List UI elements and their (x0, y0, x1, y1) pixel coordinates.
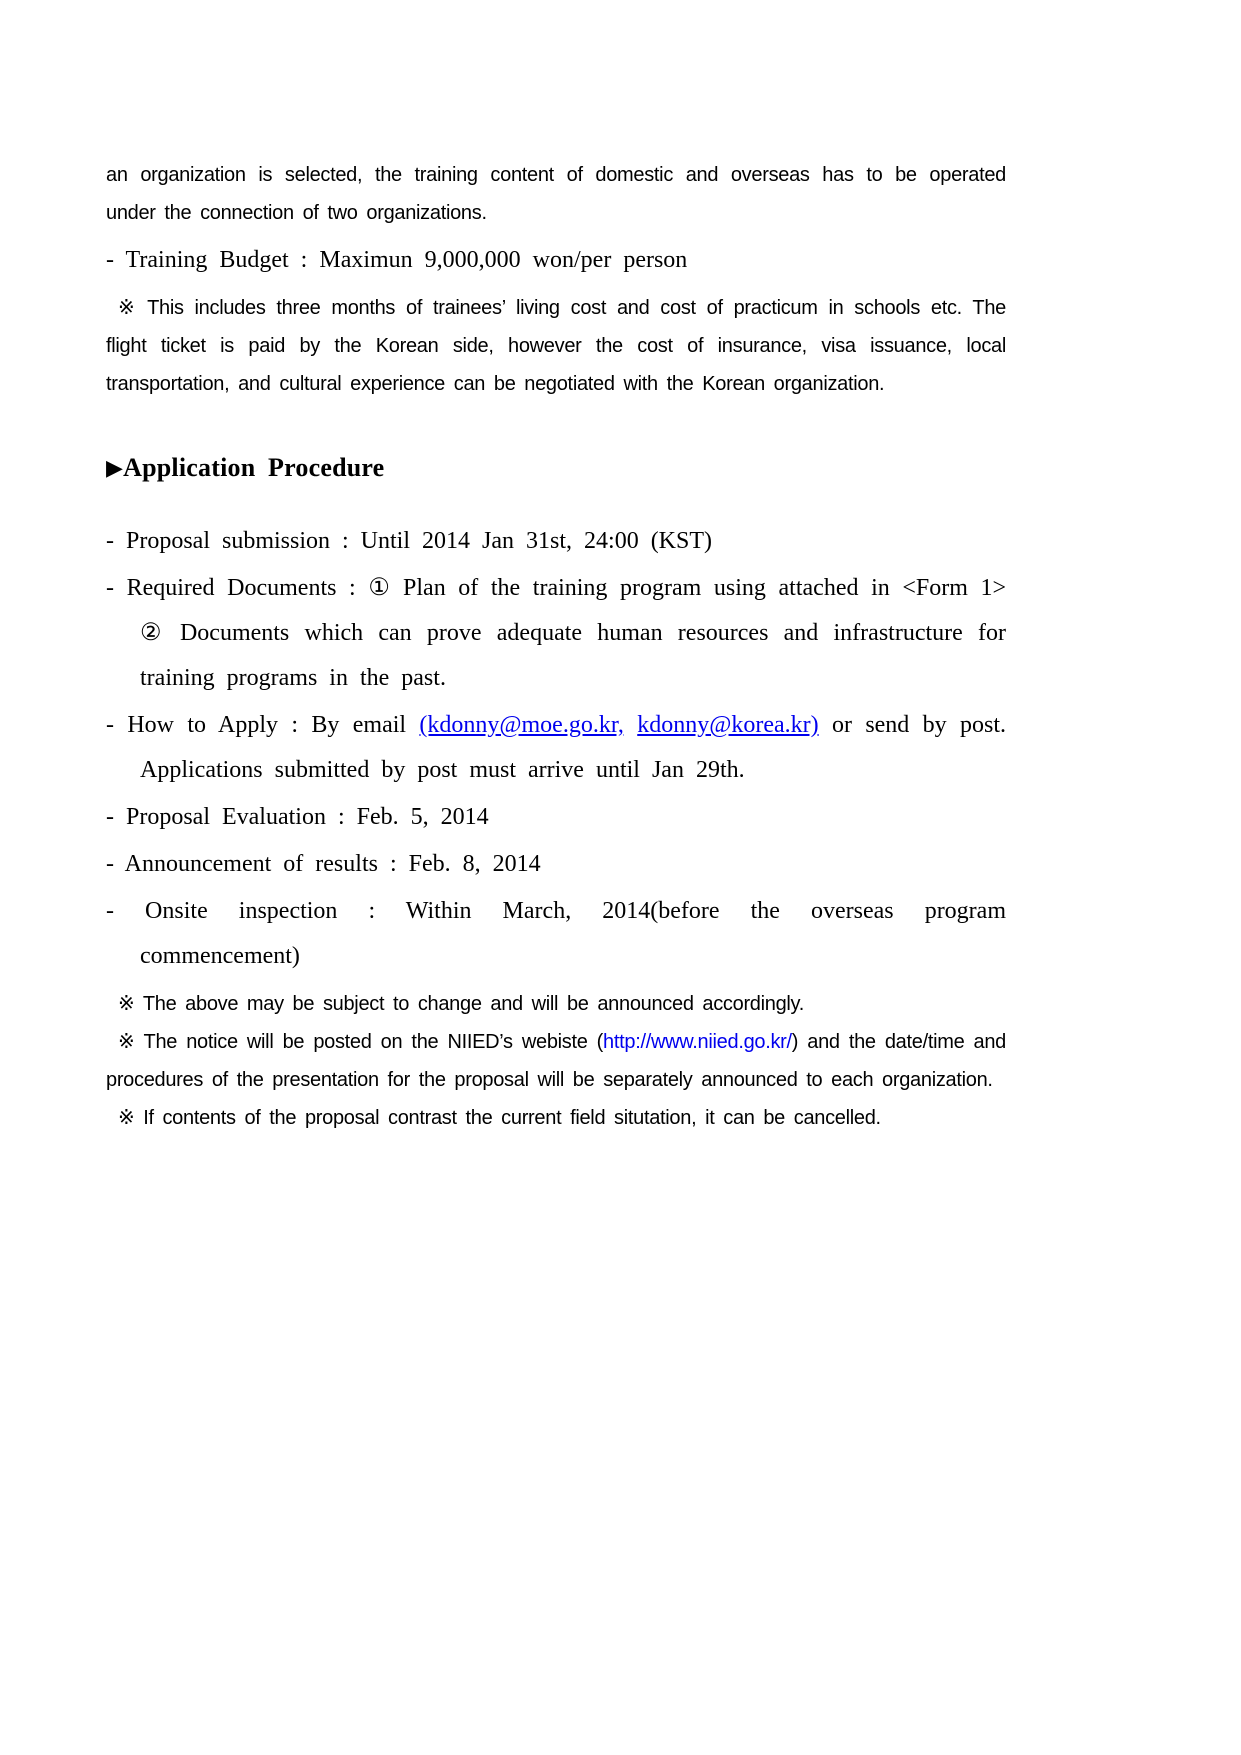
note-niied-website (106, 1023, 1006, 1099)
training-budget-line: - Training Budget : Maximun 9,000,000 won/per person (106, 247, 688, 273)
email-link-moe[interactable]: (kdonny@moe.go.kr, (419, 712, 624, 738)
how-to-apply-prefix: - How to Apply : By email (106, 712, 420, 738)
bullet-how-to-apply (106, 703, 1006, 793)
how-to-apply-suffix: or send by post. Applications submitted by post must arrive until Jan 29th. (140, 712, 1007, 783)
bullet-proposal-evaluation: - Proposal Evaluation : Feb. 5, 2014 (106, 804, 489, 830)
niied-note-suffix: ) and the date/time and procedures of the presentation for the proposal will be separately announced to each organization. (106, 1031, 1006, 1091)
heading-text: Application Procedure (123, 453, 385, 482)
application-procedure-heading (106, 453, 1006, 483)
bullet-announcement-results: - Announcement of results : Feb. 8, 2014 (106, 851, 541, 877)
note-cancellation: ※ If contents of the proposal contrast the current field situtation, it can be cancelled. (118, 1107, 881, 1129)
budget-note: ※ This includes three months of trainees’ living cost and cost of practicum in schools etc. The flight ticket is paid by the Korean side, however the cost of insurance, visa issuance, local transportation, and cultural experience can be negotiated with the Korean organization. (106, 297, 1006, 395)
bullet-required-documents: - Required Documents : ① Plan of the training program using attached in <Form 1> ② Documents which can prove adequate human resources and infrastructure for training programs in the past. (106, 575, 1006, 691)
email-separator (624, 712, 637, 738)
triangle-bullet-icon: ▶ (106, 456, 124, 481)
niied-note-prefix: ※ The notice will be posted on the NIIED’s webiste ( (118, 1031, 604, 1053)
bullet-proposal-submission: - Proposal submission : Until 2014 Jan 31st, 24:00 (KST) (106, 528, 713, 554)
niied-url-link[interactable]: http://www.niied.go.kr/ (603, 1031, 792, 1053)
intro-paragraph: an organization is selected, the training content of domestic and overseas has to be operated under the connection of two organizations. (106, 164, 1006, 224)
bullet-onsite-inspection: - Onsite inspection : Within March, 2014(before the overseas program commencement) (106, 898, 1006, 969)
document-content (106, 156, 1006, 1137)
note-subject-to-change: ※ The above may be subject to change and will be announced accordingly. (118, 993, 805, 1015)
email-link-korea[interactable]: kdonny@korea.kr) (637, 712, 819, 738)
